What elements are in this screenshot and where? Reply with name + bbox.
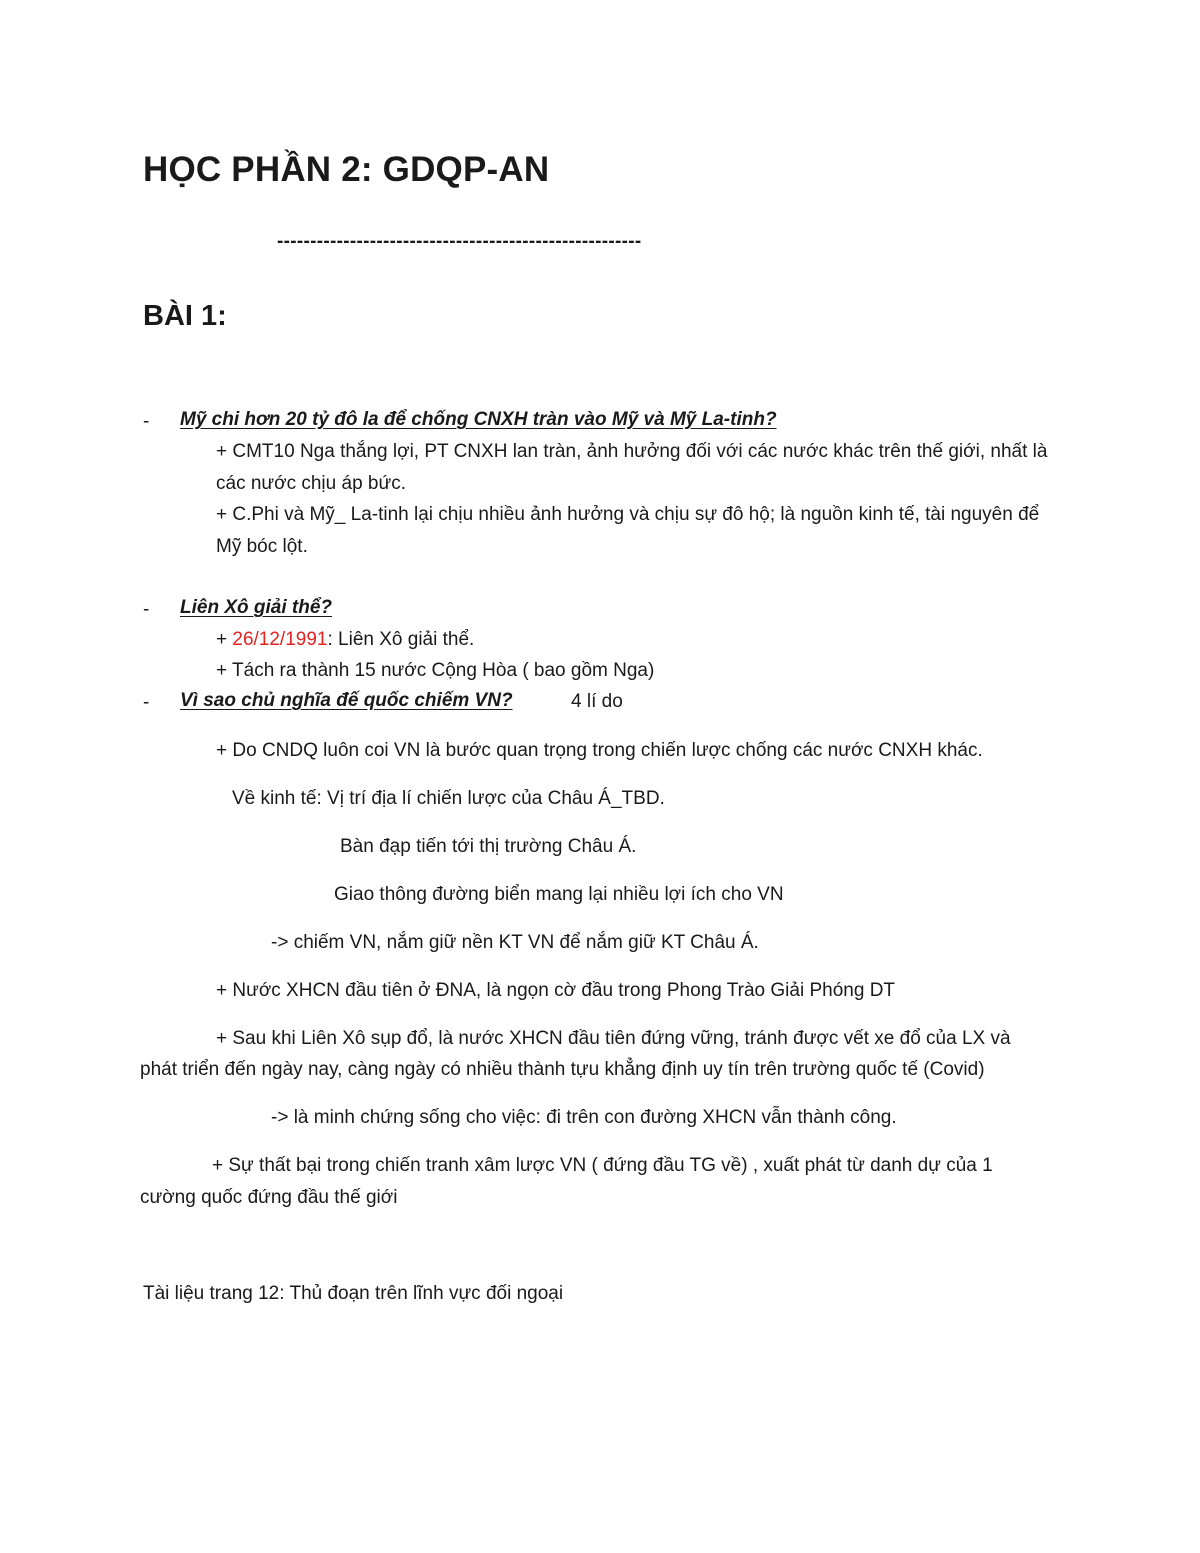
reason-count-note: 4 lí do [571, 691, 623, 712]
question-heading: Vì sao chủ nghĩa đế quốc chiếm VN? [180, 690, 513, 711]
answer-line: phát triển đến ngày nay, càng ngày có nhiều thành tựu khẳng định uy tín trên trường quốc tế (Covid) [140, 1059, 985, 1080]
answer-line: Giao thông đường biển mang lại nhiều lợi ích cho VN [334, 884, 784, 905]
answer-line [216, 630, 474, 649]
bullet-dash: - [143, 411, 150, 432]
answer-line: + Do CNDQ luôn coi VN là bước quan trọng trong chiến lược chống các nước CNXH khác. [216, 740, 983, 761]
answer-line: -> chiếm VN, nắm giữ nền KT VN để nắm giữ KT Châu Á. [271, 932, 759, 953]
answer-line: Mỹ bóc lột. [216, 536, 308, 557]
answer-line: -> là minh chứng sống cho việc: đi trên con đường XHCN vẫn thành công. [271, 1107, 897, 1128]
answer-line: + CMT10 Nga thắng lợi, PT CNXH lan tràn, ảnh hưởng đối với các nước khác trên thế giới, nhất là [216, 441, 1048, 462]
bullet-dash: - [143, 692, 150, 713]
question-heading: Mỹ chi hơn 20 tỷ đô la để chống CNXH tràn vào Mỹ và Mỹ La-tinh? [180, 409, 777, 430]
answer-line: + Tách ra thành 15 nước Cộng Hòa ( bao gồm Nga) [216, 660, 655, 681]
document-title: HỌC PHẦN 2: GDQP-AN [143, 150, 550, 189]
answer-line: các nước chịu áp bức. [216, 473, 406, 494]
separator-line: ------------------------------------------------------- [277, 231, 642, 252]
answer-line: + Sau khi Liên Xô sụp đổ, là nước XHCN đầu tiên đứng vững, tránh được vết xe đổ của LX và [216, 1028, 1011, 1049]
bullet-dash: - [143, 599, 150, 620]
question-heading: Liên Xô giải thể? [180, 597, 333, 618]
answer-line: Về kinh tế: Vị trí địa lí chiến lược của Châu Á_TBD. [232, 788, 665, 809]
answer-line: + C.Phi và Mỹ_ La-tinh lại chịu nhiều ảnh hưởng và chịu sự đô hộ; là nguồn kinh tế, tài nguyên để [216, 504, 1040, 525]
answer-prefix: + [216, 629, 233, 650]
answer-line: Bàn đạp tiến tới thị trường Châu Á. [340, 836, 637, 857]
answer-line: cường quốc đứng đầu thế giới [140, 1187, 398, 1208]
answer-line: + Sự thất bại trong chiến tranh xâm lược VN ( đứng đầu TG về) , xuất phát từ danh dự của 1 [212, 1155, 993, 1176]
footer-reference: Tài liệu trang 12: Thủ đoạn trên lĩnh vực đối ngoại [143, 1283, 564, 1304]
answer-line: + Nước XHCN đầu tiên ở ĐNA, là ngọn cờ đầu trong Phong Trào Giải Phóng DT [216, 980, 896, 1001]
highlighted-date: 26/12/1991 [232, 629, 328, 650]
lesson-heading: BÀI 1: [143, 300, 227, 332]
answer-text: : Liên Xô giải thể. [327, 629, 475, 650]
